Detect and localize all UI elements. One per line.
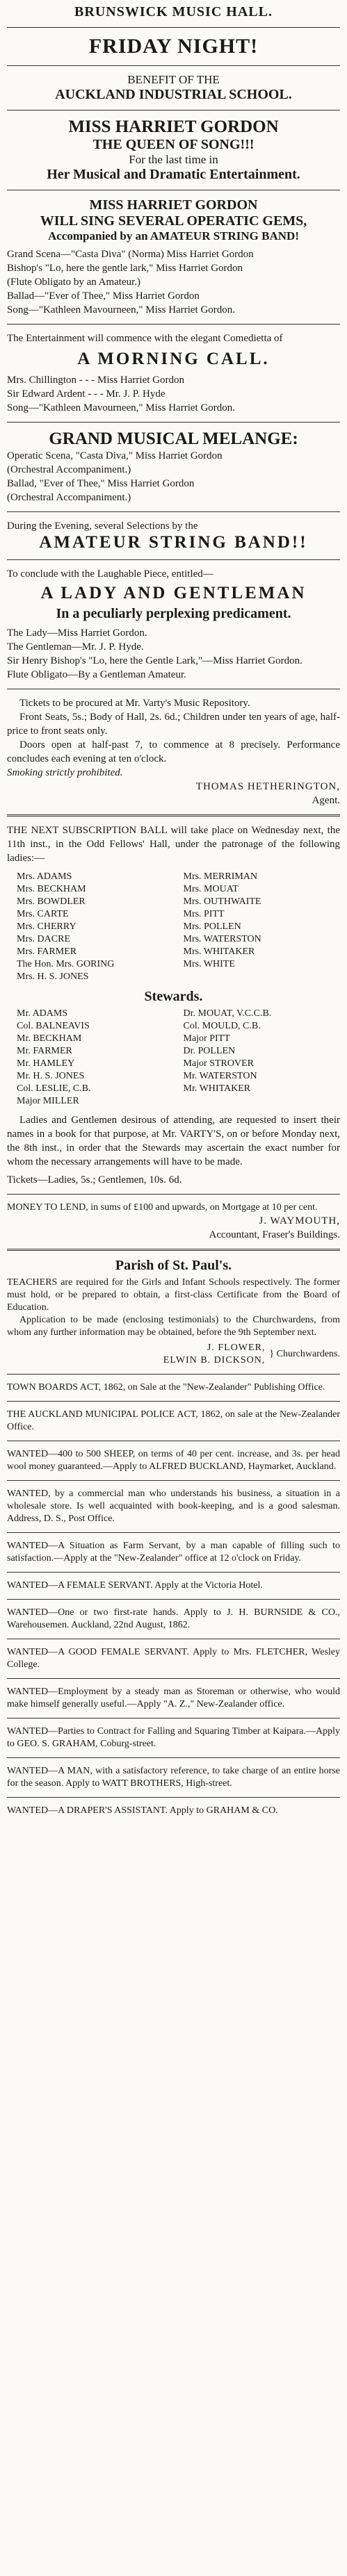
patroness: Mrs. WHITE (183, 959, 235, 969)
benefit-school: AUCKLAND INDUSTRIAL SCHOOL. (55, 87, 292, 102)
classified-ad: WANTED—Parties to Contract for Falling and Squaring Timber at Kaipara.—Apply to GEO. S. GRAHAM, Coburg-street. (7, 1726, 340, 1749)
patroness: Mrs. FARMER (17, 946, 77, 957)
program-item: Grand Scena—"Casta Diva" (Norma) Miss Harriet Gordon (7, 249, 254, 260)
cast-item: Sir Henry Bishop's "Lo, here the Gentle Lark,"—Miss Harriet Gordon. (7, 655, 302, 666)
divider (7, 1194, 340, 1195)
patroness: Mrs. BOWDLER (17, 896, 86, 907)
star-name: MISS HARRIET GORDON (68, 117, 279, 136)
divider (7, 27, 340, 28)
divider (7, 1532, 340, 1533)
divider (7, 1678, 340, 1679)
prices-info: Front Seats, 5s.; Body of Hall, 2s. 6d.; Children under ten years of age, half-price to front seats only. (7, 712, 340, 737)
steward: Major PITT (183, 1033, 230, 1044)
steward: Major MILLER (17, 1096, 79, 1106)
smoking-notice: Smoking strictly prohibited. (7, 767, 123, 778)
steward: Mr. BECKHAM (17, 1033, 82, 1044)
money-ad (7, 1201, 340, 1214)
divider (7, 1249, 340, 1251)
money-ad-name: J. WAYMOUTH, (259, 1215, 340, 1227)
patroness: Mrs. WHITAKER (183, 946, 255, 957)
patroness: Mrs. MERRIMAN (183, 871, 258, 882)
patroness: The Hon. Mrs. GORING (17, 959, 115, 969)
steward: Dr. MOUAT, V.C.C.B. (183, 1008, 272, 1019)
patroness: Mrs. MOUAT (183, 884, 239, 894)
program-item: Song—"Kathleen Mavourneen," Miss Harriet Gordon. (7, 304, 236, 315)
doors-info: Doors open at half-past 7, to commence at 8 precisely. Performance concludes each evening at ten o'clock. (7, 739, 340, 764)
conclude-line: To conclude with the Laughable Piece, entitled— (7, 568, 213, 580)
classified-ad: THE AUCKLAND MUNICIPAL POLICE ACT, 1862, on sale at the New-Zealander Office. (7, 1409, 340, 1432)
benefit-line: BENEFIT OF THE (127, 73, 220, 86)
divider (7, 1599, 340, 1600)
divider (7, 1401, 340, 1402)
divider (7, 1572, 340, 1573)
divider (7, 1757, 340, 1758)
steward: Major STROVER (183, 1058, 254, 1069)
divider (7, 324, 340, 325)
ball-notice: Ladies and Gentlemen desirous of attending, are requested to insert their names in a book for that purpose, at Mr. VARTY'S, on or before Monday next, the 8th inst., in order that the Stewards may ascertain the exact number for whom the necessary arrangements will have to be made. (7, 1115, 340, 1167)
agent-title: Agent. (312, 795, 340, 806)
steward: Mr. HAMLEY (17, 1058, 75, 1069)
steward: Mr. H. S. JONES (17, 1071, 85, 1081)
divider (7, 1480, 340, 1481)
farce-subtitle: In a peculiarly perplexing predicament. (56, 606, 291, 621)
churchwardens-label: } Churchwardens. (269, 1349, 340, 1359)
melange-item: Ballad, "Ever of Thee," Miss Harriet Gordon (7, 478, 195, 489)
steward: Mr. ADAMS (17, 1008, 68, 1019)
ball-tickets: Tickets—Ladies, 5s.; Gentlemen, 10s. 6d. (7, 1174, 182, 1186)
last-time-line: For the last time in (129, 153, 218, 166)
melange-item: (Orchestral Accompaniment.) (7, 464, 131, 475)
event-headline: FRIDAY NIGHT! (88, 35, 259, 58)
money-ad-text: MONEY TO LEND, in sums of £100 and upwards, on Mortgage at 10 per cent. (7, 1202, 318, 1213)
divider (7, 422, 340, 423)
entertainment-title: Her Musical and Dramatic Entertainment. (47, 167, 300, 182)
classified-ad: WANTED—One or two first-rate hands. Apply to J. H. BURNSIDE & CO., Warehousemen. Auckland, 22nd August, 1862. (7, 1607, 340, 1630)
program-item: (Flute Obligato by an Amateur.) (7, 277, 141, 288)
stewards-list (17, 1008, 340, 1108)
divider (7, 814, 340, 817)
commence-line: The Entertainment will commence with the elegant Comedietta of (7, 333, 283, 344)
cast-item: Sir Edward Ardent - - - Mr. J. P. Hyde (7, 388, 166, 400)
parish-body-2: Application to be made (enclosing testimonials) to the Churchwardens, from whom any further information may be obtained, before the 9th September next. (7, 1315, 340, 1338)
churchwarden-name: ELWIN B. DICKSON, (163, 1355, 266, 1365)
patroness: Mrs. ADAMS (17, 871, 72, 882)
program-item: Ballad—"Ever of Thee," Miss Harriet Gordon (7, 290, 200, 302)
band-title: AMATEUR STRING BAND!! (39, 533, 308, 552)
steward: Col. BALNEAVIS (17, 1021, 90, 1031)
during-line: During the Evening, several Selections by the (7, 520, 198, 532)
patroness: Mrs. POLLEN (183, 921, 241, 932)
classified-ad: TOWN BOARDS ACT, 1862, on Sale at the "New-Zealander" Publishing Office. (7, 1382, 325, 1393)
stewards-title: Stewards. (144, 989, 203, 1004)
divider (7, 65, 340, 66)
patroness: Mrs. CARTE (17, 909, 69, 919)
steward: Col. MOULD, C.B. (183, 1021, 261, 1031)
money-ad-title: Accountant, Fraser's Buildings. (209, 1229, 340, 1240)
divider (7, 1797, 340, 1798)
steward: Mr. WHITAKER (183, 1083, 251, 1094)
patroness: Mrs. PITT (183, 909, 225, 919)
classified-ad: WANTED—A GOOD FEMALE SERVANT. Apply to Mrs. FLETCHER, Wesley College. (7, 1647, 340, 1670)
steward: Col. LESLIE, C.B. (17, 1083, 91, 1094)
gems-line-1: MISS HARRIET GORDON (89, 197, 258, 213)
divider (7, 511, 340, 512)
ball-intro: THE NEXT SUBSCRIPTION BALL will take place on Wednesday next, the 11th inst., in the Odd Fellows' Hall, under the patronage of the following ladies:— (7, 825, 340, 864)
divider (7, 1374, 340, 1375)
parish-body: TEACHERS are required for the Girls and Infant Schools respectively. The former must hold, or be prepared to obtain, a first-class Certificate from the Board of Education. (7, 1277, 340, 1313)
melange-item: Operatic Scena, "Casta Diva," Miss Harriet Gordon (7, 450, 223, 461)
classified-ad: WANTED—Employment by a steady man as Storeman or otherwise, who would make himself generally useful.—Apply "A. Z.," New-Zealander office. (7, 1687, 340, 1709)
cast-item: The Gentleman—Mr. J. P. Hyde. (7, 641, 144, 653)
comedietta-title: A MORNING CALL. (77, 350, 270, 368)
melange-item: (Orchestral Accompaniment.) (7, 492, 131, 503)
steward: Dr. POLLEN (183, 1046, 236, 1056)
gems-line-2: WILL SING SEVERAL OPERATIC GEMS, (40, 213, 307, 229)
patroness: Mrs. DACRE (17, 934, 71, 944)
patronesses-list (17, 871, 340, 983)
cast-item: Mrs. Chillington - - - Miss Harriet Gordon (7, 375, 184, 386)
divider (7, 559, 340, 560)
patroness: Mrs. WATERSTON (183, 934, 261, 944)
patroness: Mrs. H. S. JONES (17, 971, 89, 982)
cast-item: The Lady—Miss Harriet Gordon. (7, 627, 147, 639)
churchwardens-signature (7, 1342, 340, 1367)
melange-title: GRAND MUSICAL MELANGE: (49, 429, 298, 448)
tickets-info: Tickets to be procured at Mr. Varty's Music Repository. (19, 698, 250, 709)
steward: Mr. WATERSTON (183, 1071, 257, 1081)
agent-name: THOMAS HETHERINGTON, (195, 781, 340, 792)
parish-title: Parish of St. Paul's. (115, 1258, 232, 1273)
cast-item: Song—"Kathleen Mavourneen," Miss Harriet Gordon. (7, 402, 236, 413)
classified-ad: WANTED—A DRAPER'S ASSISTANT. Apply to GRAHAM & CO. (7, 1805, 278, 1816)
classified-ad: WANTED—A MAN, with a satisfactory reference, to take charge of an entire horse for the season. Apply to WATT BROTHERS, High-street. (7, 1766, 340, 1789)
classified-ad: WANTED—A Situation as Farm Servant, by a man capable of filling such to satisfaction.—Apply at the "New-Zealander" office at 12 o'clock on Friday. (7, 1541, 340, 1564)
star-tagline: THE QUEEN OF SONG!!! (92, 137, 255, 152)
hall-name: BRUNSWICK MUSIC HALL. (74, 4, 273, 19)
classified-ad: WANTED, by a commercial man who understands his business, a situation in a wholesale store. Is well acquainted with book-keeping, and is a good salesman. Address, D. S., Post Office. (7, 1488, 340, 1524)
classified-ad: WANTED—A FEMALE SERVANT. Apply at the Victoria Hotel. (7, 1580, 263, 1591)
churchwarden-name: J. FLOWER, (207, 1343, 266, 1353)
patroness: Mrs. CHERRY (17, 921, 76, 932)
classified-ad: WANTED—400 to 500 SHEEP, on terms of 40 per cent. increase, and 3s. per head wool money guaranteed.—Apply to ALFRED BUCKLAND, Haymarket, Auckland. (7, 1449, 340, 1472)
patroness: Mrs. BECKHAM (17, 884, 86, 894)
cast-item: Flute Obligato—By a Gentleman Amateur. (7, 669, 186, 680)
gems-line-3: Accompanied by an AMATEUR STRING BAND! (48, 229, 299, 243)
steward: Mr. FARMER (17, 1046, 72, 1056)
patroness: Mrs. OUTHWAITE (183, 896, 261, 907)
program-item: Bishop's "Lo, here the gentle lark," Miss Harriet Gordon (7, 263, 243, 274)
farce-title: A LADY AND GENTLEMAN (40, 584, 307, 602)
